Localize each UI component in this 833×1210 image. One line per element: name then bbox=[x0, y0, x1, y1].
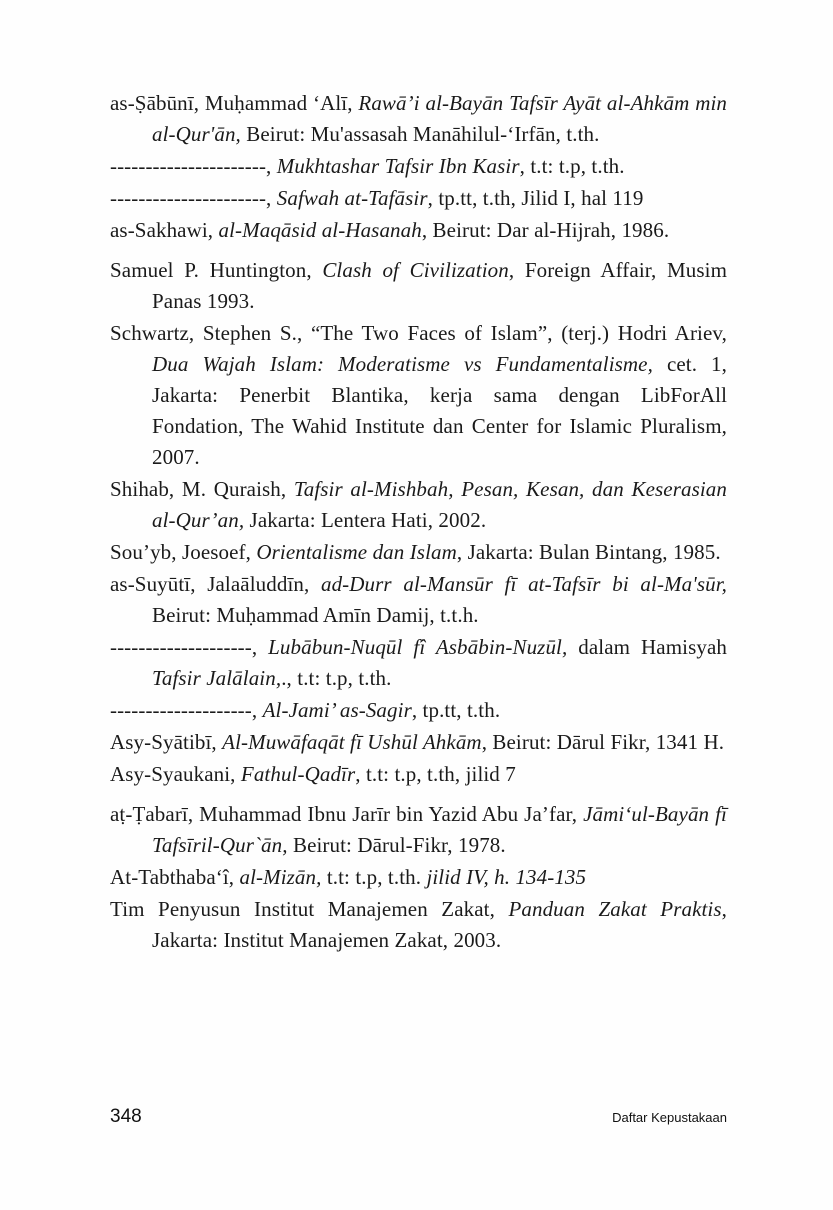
page-footer bbox=[110, 1106, 727, 1128]
entry-text: as-Sakhawi, bbox=[110, 218, 219, 242]
entry-text: dalam Hamisyah bbox=[567, 635, 727, 659]
bibliography-entry bbox=[110, 727, 727, 758]
entry-text: , tp.tt, t.th, Jilid I, hal 119 bbox=[427, 186, 644, 210]
entry-text: Schwartz, Stephen S., “The Two Faces of Islam”, (terj.) Hodri Ariev, bbox=[110, 321, 727, 345]
bibliography-entry bbox=[110, 183, 727, 214]
entry-text: cet. 1, Jakarta: Penerbit Blantika, kerja sama dengan LibForAll Fondation, The Wahid Institute dan Center for Islamic Pluralism, 2007. bbox=[152, 352, 728, 469]
entry-text: as-Ṣābūnī, Muḥammad ‘Alī, bbox=[110, 91, 359, 115]
page-number: 348 bbox=[110, 1106, 142, 1127]
entry-title-text: Dua Wajah Islam: Moderatisme vs Fundamentalisme, bbox=[152, 352, 653, 376]
entry-text: Asy-Syātibī, bbox=[110, 730, 223, 754]
entry-title-text: Tafsir al-Mishbah, Pesan, Kesan, dan Keserasian al-Qur’an, bbox=[152, 477, 727, 532]
entry-text: , tp.tt, t.th. bbox=[411, 698, 501, 722]
entry-title-text: Tafsir Jalālain, bbox=[152, 666, 282, 690]
entry-title-text: al-Maqāsid al-Hasanah bbox=[218, 218, 422, 242]
entry-text: ----------------------, bbox=[110, 154, 277, 178]
running-title: Daftar Kepustakaan bbox=[612, 1110, 727, 1125]
bibliography-entry bbox=[110, 537, 727, 568]
entry-text: Beirut: Muḥammad Amīn Damij, t.t.h. bbox=[152, 603, 479, 627]
bibliography-entry bbox=[110, 695, 727, 726]
entry-text: , Jakarta: Bulan Bintang, 1985. bbox=[456, 540, 721, 564]
bibliography-entry bbox=[110, 799, 727, 861]
bibliography-entry bbox=[110, 759, 727, 790]
entry-title-text: Al-Muwāfaqāt fī Ushūl Ahkām bbox=[222, 730, 482, 754]
entry-title-text: Mukhtashar Tafsir Ibn Kasir bbox=[276, 154, 520, 178]
bibliography-entry bbox=[110, 255, 727, 317]
entry-title-text: ad-Durr al-Mansūr fī at-Tafsīr bi al-Ma'sūr, bbox=[320, 572, 727, 596]
entry-text: --------------------, bbox=[110, 635, 269, 659]
bibliography-list bbox=[110, 88, 727, 957]
bibliography-entry bbox=[110, 569, 727, 631]
entry-text: Sou’yb, Joesoef, bbox=[110, 540, 257, 564]
entry-title-text: Fathul-Qadīr bbox=[240, 762, 356, 786]
entry-title-text: jilid IV, h. 134-135 bbox=[426, 865, 587, 889]
entry-text: , Foreign Affair, Musim Panas 1993. bbox=[152, 258, 727, 313]
entry-text: , t.t: t.p, t.th, jilid 7 bbox=[355, 762, 516, 786]
entry-text: Asy-Syaukani, bbox=[110, 762, 241, 786]
entry-text: Tim Penyusun Institut Manajemen Zakat, bbox=[110, 897, 509, 921]
entry-text: aṭ-Ṭabarī, Muhammad Ibnu Jarīr bin Yazid Abu Ja’far, bbox=[110, 802, 584, 826]
entry-title-text: Jāmi‘ul-Bayān fī Tafsīril-Qur`ān, bbox=[152, 802, 727, 857]
entry-title-text: Orientalisme dan Islam bbox=[256, 540, 457, 564]
entry-text: , t.t: t.p, t.th. bbox=[519, 154, 625, 178]
bibliography-entry bbox=[110, 474, 727, 536]
bibliography-entry bbox=[110, 632, 727, 694]
entry-text: --------------------, bbox=[110, 698, 263, 722]
bibliography-entry bbox=[110, 215, 727, 246]
entry-text: Samuel P. Huntington, bbox=[110, 258, 323, 282]
bibliography-entry bbox=[110, 894, 727, 956]
entry-title-text: Safwah at-Tafāsir bbox=[276, 186, 428, 210]
entry-text: t.t: t.p, t.th. bbox=[321, 865, 427, 889]
bibliography-entry bbox=[110, 862, 727, 893]
entry-text: Beirut: Mu'assasah Manāhilul-‘Irfān, t.th. bbox=[240, 122, 600, 146]
entry-text: Shihab, M. Quraish, bbox=[110, 477, 294, 501]
entry-title-text: al-Mizān, bbox=[239, 865, 322, 889]
entry-text: as-Suyūtī, Jalaāluddīn, bbox=[110, 572, 321, 596]
entry-text: ., t.t: t.p, t.th. bbox=[281, 666, 392, 690]
entry-title-text: Panduan Zakat Praktis bbox=[508, 897, 722, 921]
entry-text: , Beirut: Dārul Fikr, 1341 H. bbox=[481, 730, 725, 754]
entry-title-text: Rawā’i al-Bayān Tafsīr Ayāt al-Ahkām min al-Qur'ān, bbox=[152, 91, 727, 146]
bibliography-entry bbox=[110, 318, 727, 473]
entry-title-text: Lubābun-Nuqūl fî Asbābin-Nuzūl, bbox=[268, 635, 568, 659]
bibliography-entry bbox=[110, 151, 727, 182]
entry-text: , Jakarta: Institut Manajemen Zakat, 2003. bbox=[152, 897, 727, 952]
entry-text: Beirut: Dārul-Fikr, 1978. bbox=[287, 833, 506, 857]
entry-text: Jakarta: Lentera Hati, 2002. bbox=[244, 508, 487, 532]
bibliography-entry bbox=[110, 88, 727, 150]
entry-text: At-Tabthaba‘î, bbox=[110, 865, 240, 889]
entry-title-text: Al-Jami’ as-Sagir bbox=[262, 698, 412, 722]
entry-text: ----------------------, bbox=[110, 186, 277, 210]
entry-text: , Beirut: Dar al-Hijrah, 1986. bbox=[421, 218, 670, 242]
entry-title-text: Clash of Civilization bbox=[322, 258, 509, 282]
